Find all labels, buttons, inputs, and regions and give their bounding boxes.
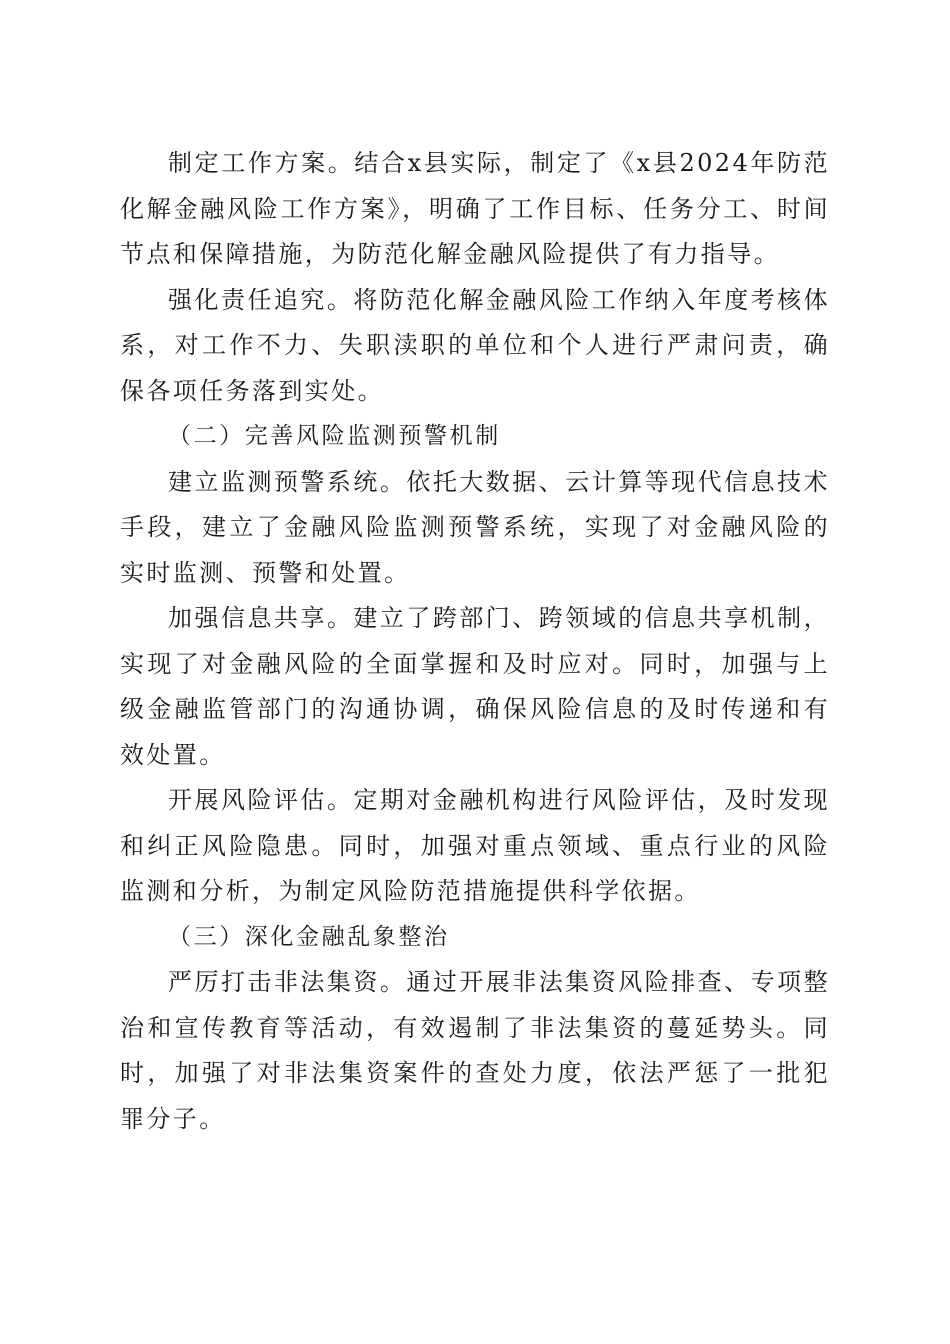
document-body <box>120 141 830 1142</box>
paragraph-work-plan: 制定工作方案。结合x县实际，制定了《x县2024年防范化解金融风险工作方案》，明确了工作目标、任务分工、时间节点和保障措施，为防范化解金融风险提供了有力指导。 <box>120 149 830 268</box>
paragraph-risk-assessment: 开展风险评估。定期对金融机构进行风险评估，及时发现和纠正风险隐患。同时，加强对重点领域、重点行业的风险监测和分析，为制定风险防范措施提供科学依据。 <box>120 786 830 905</box>
paragraph-accountability: 强化责任追究。将防范化解金融风险工作纳入年度考核体系，对工作不力、失职渎职的单位和个人进行严肃问责，确保各项任务落到实处。 <box>120 285 830 405</box>
paragraph-illegal-fundraising: 严厉打击非法集资。通过开展非法集资风险排查、专项整治和宣传教育等活动，有效遏制了非法集资的蔓延势头。同时，加强了对非法集资案件的查处力度，依法严惩了一批犯罪分子。 <box>120 968 830 1133</box>
section-heading-rectification: （三）深化金融乱象整治 <box>168 923 450 950</box>
paragraph-information-sharing: 加强信息共享。建立了跨部门、跨领域的信息共享机制，实现了对金融风险的全面掌握和及时应对。同时，加强与上级金融监管部门的沟通协调，确保风险信息的及时传递和有效处置。 <box>120 604 830 769</box>
paragraph-monitoring-system: 建立监测预警系统。依托大数据、云计算等现代信息技术手段，建立了金融风险监测预警系统，实现了对金融风险的实时监测、预警和处置。 <box>120 467 830 587</box>
section-heading-monitoring: （二）完善风险监测预警机制 <box>168 423 501 449</box>
